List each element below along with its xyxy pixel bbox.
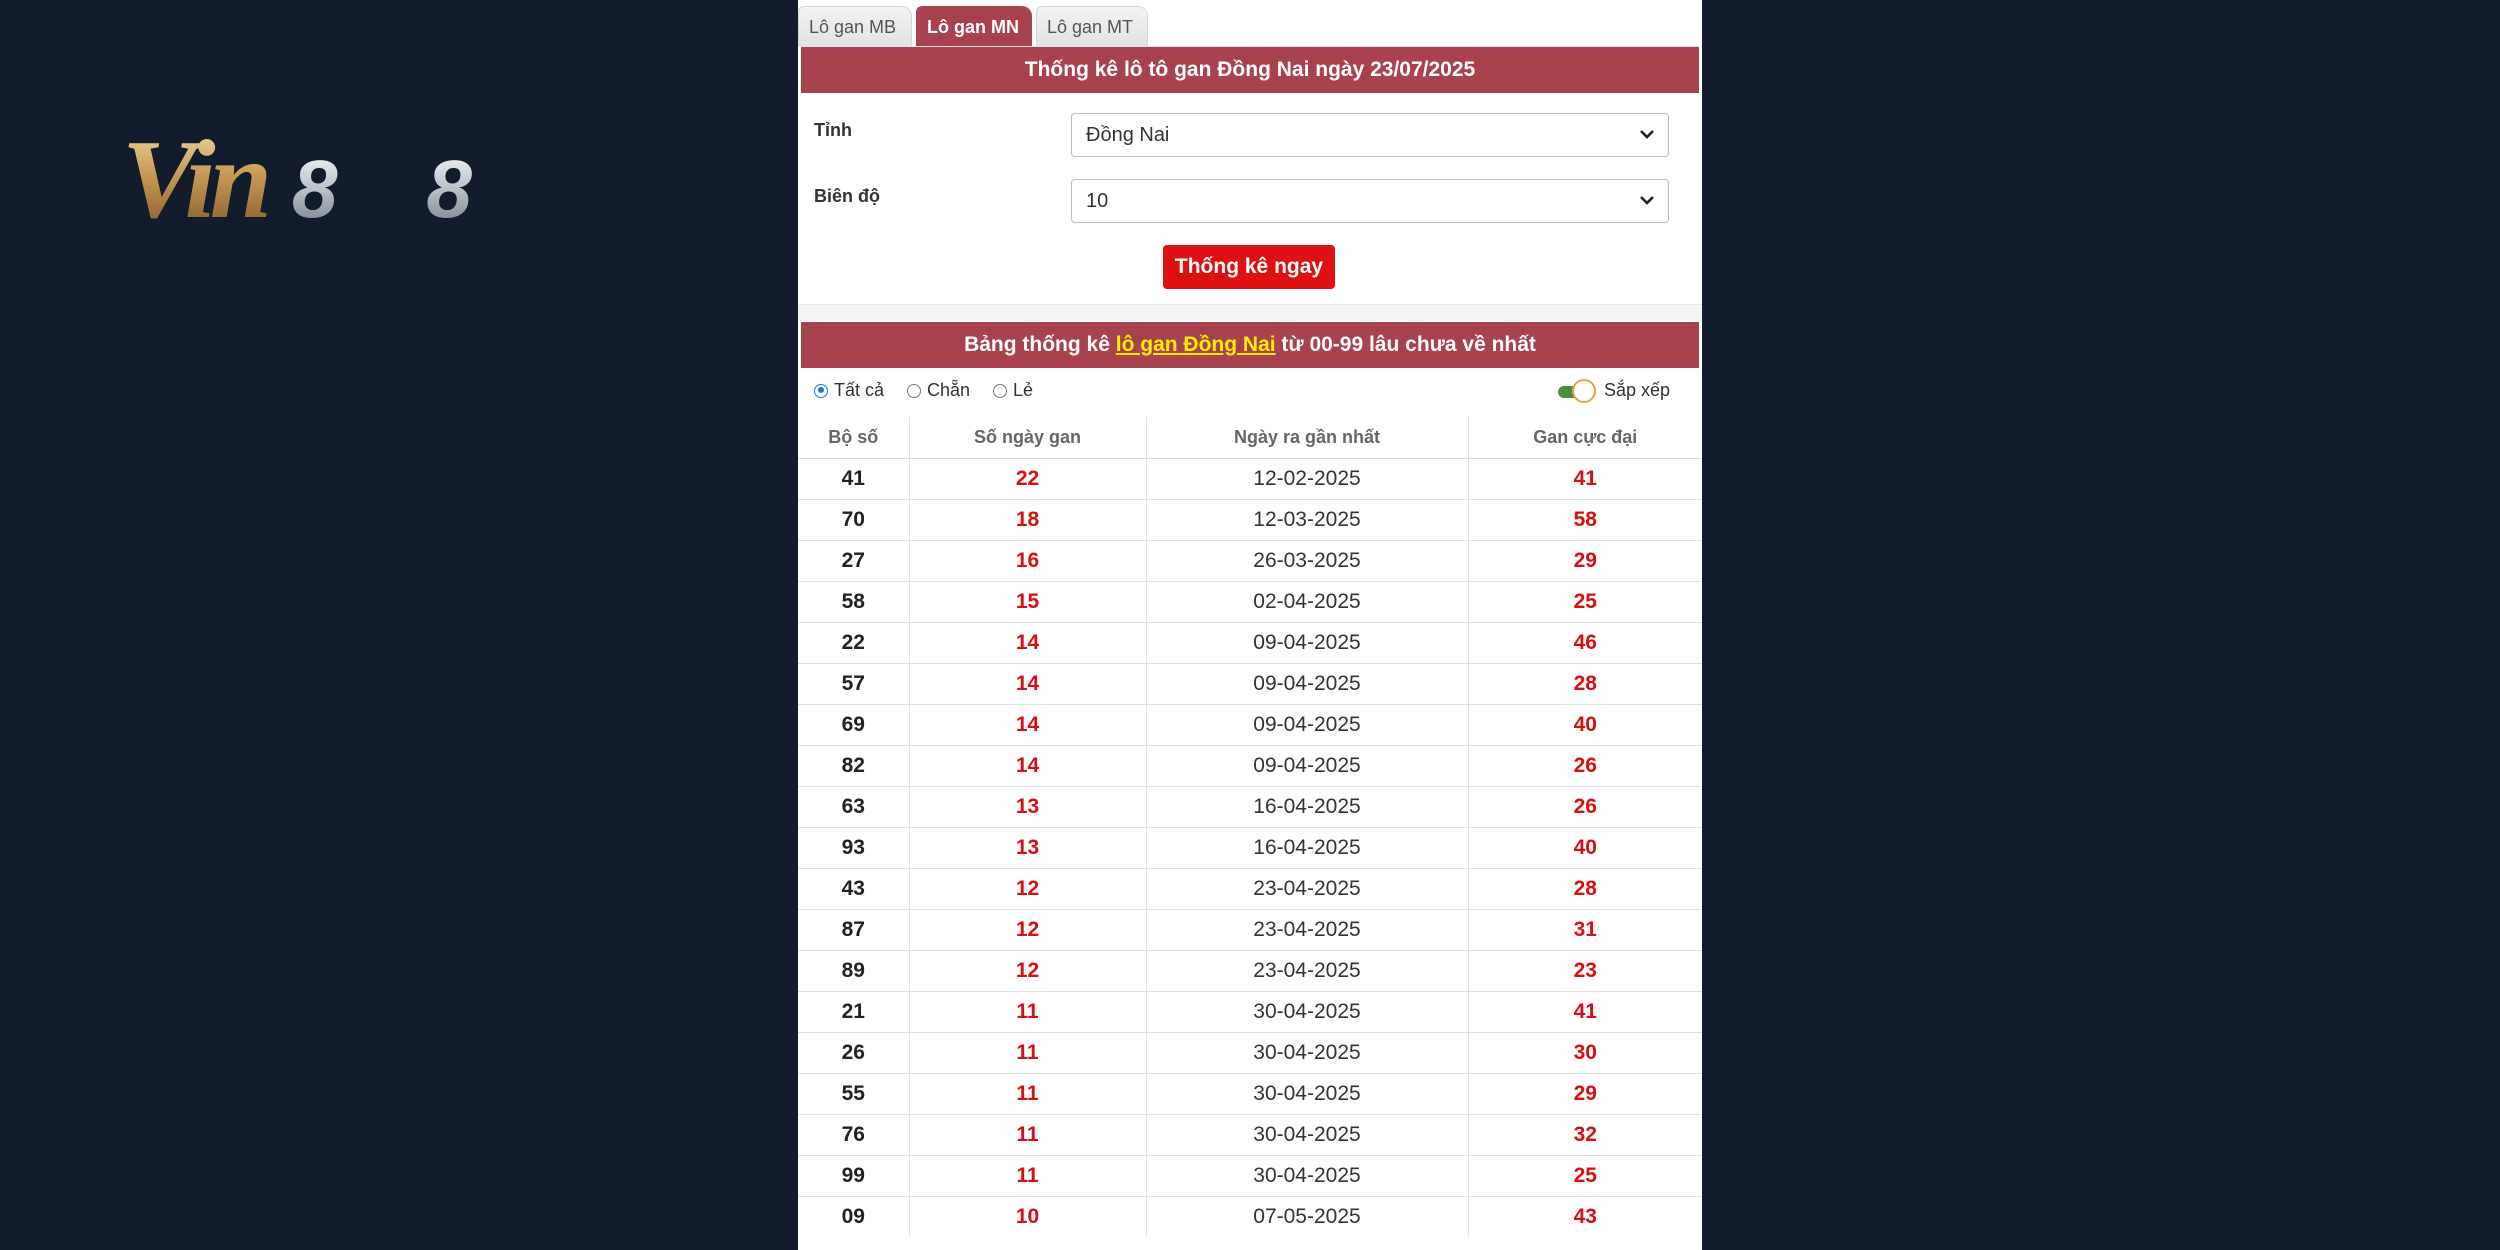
filter-odd-label: Lẻ [1013,380,1034,400]
cell-days-gan: 12 [909,951,1146,992]
stats-title-prefix: Bảng thống kê [964,333,1116,356]
radio-unchecked-icon [993,384,1007,398]
cell-number: 22 [798,623,909,664]
cell-days-gan: 12 [909,869,1146,910]
stats-title [801,322,1699,368]
cell-last-date: 02-04-2025 [1146,582,1468,623]
cell-last-date: 30-04-2025 [1146,1156,1468,1197]
lo-gan-panel [798,0,1702,1250]
cell-number: 69 [798,705,909,746]
lo-gan-table [798,417,1702,1237]
cell-days-gan: 11 [909,1033,1146,1074]
cell-number: 87 [798,910,909,951]
cell-last-date: 23-04-2025 [1146,951,1468,992]
cell-number: 76 [798,1115,909,1156]
table-row [798,828,1702,869]
cell-number: 93 [798,828,909,869]
sort-label: Sắp xếp [1604,380,1671,400]
table-row [798,664,1702,705]
cell-max-gan: 46 [1468,623,1702,664]
table-row [798,582,1702,623]
cell-number: 82 [798,746,909,787]
cell-max-gan: 40 [1468,828,1702,869]
cell-number: 27 [798,541,909,582]
filter-even-radio[interactable] [907,380,970,401]
logo-text-88: 88 [292,144,472,235]
vin88-logo [120,115,480,235]
table-header-row [798,417,1702,459]
cell-days-gan: 14 [909,746,1146,787]
tab-lo-gan-mt[interactable]: Lô gan MT [1036,6,1148,46]
logo-text-vin: Vin [122,118,272,235]
form-title: Thống kê lô tô gan Đồng Nai ngày 23/07/2025 [801,47,1699,93]
cell-last-date: 07-05-2025 [1146,1197,1468,1238]
cell-number: 70 [798,500,909,541]
table-row [798,623,1702,664]
cell-max-gan: 28 [1468,869,1702,910]
radio-checked-icon [814,384,828,398]
cell-max-gan: 43 [1468,1197,1702,1238]
filter-odd-radio[interactable] [993,380,1033,401]
cell-days-gan: 11 [909,1156,1146,1197]
cell-days-gan: 16 [909,541,1146,582]
cell-last-date: 12-03-2025 [1146,500,1468,541]
cell-max-gan: 32 [1468,1115,1702,1156]
filter-all-radio[interactable] [814,380,884,401]
cell-last-date: 23-04-2025 [1146,910,1468,951]
cell-max-gan: 40 [1468,705,1702,746]
table-row [798,992,1702,1033]
stats-title-link[interactable]: lô gan Đồng Nai [1115,333,1276,356]
province-select-value: Đồng Nai [1086,124,1170,146]
cell-last-date: 09-04-2025 [1146,664,1468,705]
radio-unchecked-icon [907,384,921,398]
cell-number: 89 [798,951,909,992]
table-row [798,500,1702,541]
cell-days-gan: 22 [909,459,1146,500]
cell-number: 55 [798,1074,909,1115]
cell-number: 26 [798,1033,909,1074]
stats-title-suffix: từ 00-99 lâu chưa về nhất [1275,333,1536,356]
cell-number: 09 [798,1197,909,1238]
cell-number: 21 [798,992,909,1033]
range-label: Biên độ [814,186,880,206]
filter-all-label: Tất cả [834,380,885,400]
tab-lo-gan-mb[interactable]: Lô gan MB [798,6,912,46]
tab-lo-gan-mn[interactable]: Lô gan MN [916,6,1032,46]
table-row [798,1074,1702,1115]
cell-max-gan: 23 [1468,951,1702,992]
cell-max-gan: 58 [1468,500,1702,541]
cell-max-gan: 28 [1468,664,1702,705]
tab-bar [798,0,1702,47]
cell-days-gan: 18 [909,500,1146,541]
cell-days-gan: 12 [909,910,1146,951]
cell-last-date: 09-04-2025 [1146,705,1468,746]
cell-number: 41 [798,459,909,500]
cell-days-gan: 11 [909,1115,1146,1156]
filter-even-label: Chẵn [927,380,971,400]
range-select-value: 10 [1086,190,1109,212]
table-row [798,1115,1702,1156]
cell-last-date: 30-04-2025 [1146,1115,1468,1156]
cell-last-date: 23-04-2025 [1146,869,1468,910]
province-label: Tỉnh [814,120,852,140]
cell-max-gan: 29 [1468,1074,1702,1115]
sort-toggle[interactable] [1558,378,1598,404]
cell-days-gan: 13 [909,828,1146,869]
cell-max-gan: 31 [1468,910,1702,951]
column-header: Gan cực đại [1468,417,1702,459]
cell-days-gan: 11 [909,992,1146,1033]
cell-days-gan: 11 [909,1074,1146,1115]
table-row [798,1197,1702,1238]
cell-number: 99 [798,1156,909,1197]
cell-days-gan: 14 [909,664,1146,705]
cell-last-date: 09-04-2025 [1146,623,1468,664]
cell-last-date: 26-03-2025 [1146,541,1468,582]
cell-max-gan: 25 [1468,1156,1702,1197]
table-row [798,869,1702,910]
cell-days-gan: 14 [909,705,1146,746]
cell-number: 58 [798,582,909,623]
cell-max-gan: 41 [1468,459,1702,500]
cell-last-date: 30-04-2025 [1146,1033,1468,1074]
cell-last-date: 30-04-2025 [1146,1074,1468,1115]
section-divider [798,304,1702,321]
submit-stats-button[interactable]: Thống kê ngay [1163,245,1335,289]
table-row [798,951,1702,992]
filter-bar [798,376,1702,406]
table-row [798,746,1702,787]
chevron-down-icon [1638,180,1656,222]
table-row [798,705,1702,746]
cell-number: 63 [798,787,909,828]
cell-last-date: 12-02-2025 [1146,459,1468,500]
table-row [798,910,1702,951]
column-header: Số ngày gan [909,417,1146,459]
range-select[interactable] [1071,179,1669,223]
table-row [798,459,1702,500]
cell-max-gan: 25 [1468,582,1702,623]
cell-max-gan: 41 [1468,992,1702,1033]
cell-max-gan: 30 [1468,1033,1702,1074]
toggle-knob [1572,379,1596,403]
table-row [798,541,1702,582]
cell-last-date: 09-04-2025 [1146,746,1468,787]
cell-max-gan: 29 [1468,541,1702,582]
province-select[interactable] [1071,113,1669,157]
table-row [798,1033,1702,1074]
cell-max-gan: 26 [1468,746,1702,787]
table-row [798,1156,1702,1197]
cell-last-date: 16-04-2025 [1146,828,1468,869]
cell-days-gan: 15 [909,582,1146,623]
cell-days-gan: 10 [909,1197,1146,1238]
column-header: Ngày ra gần nhất [1146,417,1468,459]
cell-days-gan: 14 [909,623,1146,664]
cell-last-date: 30-04-2025 [1146,992,1468,1033]
cell-last-date: 16-04-2025 [1146,787,1468,828]
cell-number: 57 [798,664,909,705]
table-row [798,787,1702,828]
cell-number: 43 [798,869,909,910]
cell-max-gan: 26 [1468,787,1702,828]
chevron-down-icon [1638,114,1656,156]
column-header: Bộ số [798,417,909,459]
cell-days-gan: 13 [909,787,1146,828]
